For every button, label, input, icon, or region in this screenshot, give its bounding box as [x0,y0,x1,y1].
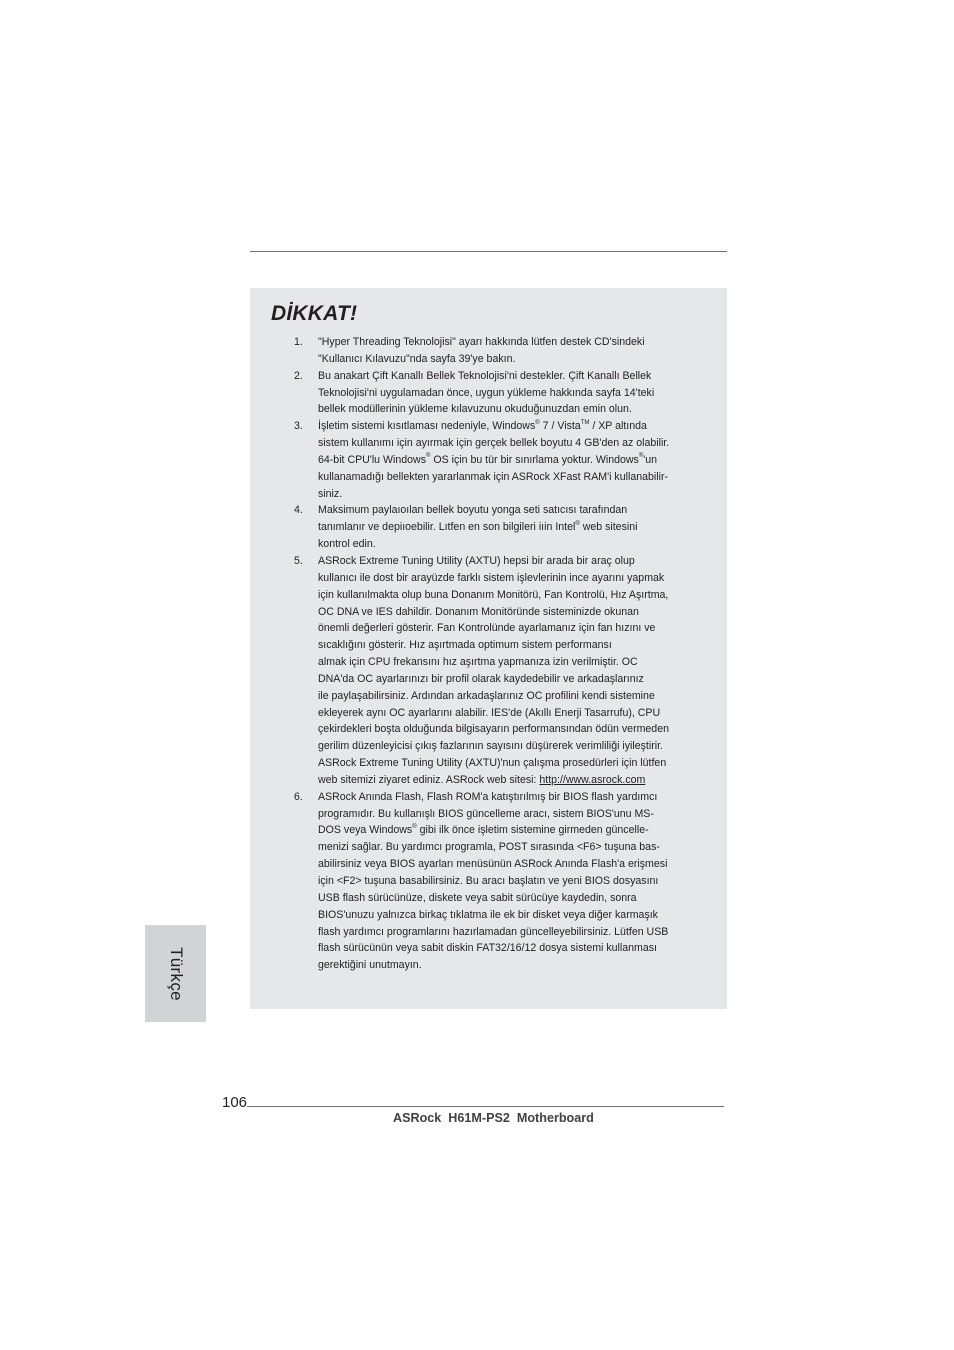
item-number: 2. [294,369,303,382]
registered-mark: ® [575,520,580,527]
item-number: 3. [294,420,303,433]
item-line: için <F2> tuşuna basabilirsiniz. Bu aracı başlatın ve yeni BIOS dosyasını [318,875,659,887]
registered-mark: ® [426,453,431,460]
item-number: 5. [294,554,303,567]
item-line: DNA'da OC ayarlarınızı bir profil olarak kaydedebilir ve arkadaşlarınız [318,672,644,685]
item-line: sıcaklığını gösterir. Hız aşırtmada optimum sistem performansı [318,639,612,652]
registered-mark: ® [638,453,644,460]
text-run: web sitesini [579,521,638,534]
item-line: Teknolojisi'ni uygulamadan önce, uygun yükleme hakkında sayfa 14'teki [318,386,655,399]
notice-item-3 [290,418,690,502]
item-line: ASRock Extreme Tuning Utility (AXTU)'nun çalışma prosedürleri için lütfen [318,757,667,770]
notice-list [290,334,690,974]
footer-title: ASRock H61M-PS2 Motherboard [393,1111,594,1125]
item-line: "Kullanıcı Kılavuzu"nda sayfa 39'ye bakın. [318,352,516,365]
item-number: 1. [294,336,303,348]
item-line: kullanıcı ile dost bir arayüzde farklı sistem işlevlerinin ince ayarını yapmak [318,571,665,584]
item-number: 6. [294,790,303,803]
page-number: 106 [222,1094,248,1111]
item-line [318,519,690,536]
item-line: ile paylaşabilirsiniz. Ardından arkadaşlarınız OC profilini kendi sistemine [318,689,655,702]
item-line [318,418,690,435]
notice-item-6 [290,789,690,974]
footer-divider [247,1106,724,1107]
item-line [318,772,690,789]
item-line: BIOS'unuzu yalnızca birkaç tıklatma ile ek bir disket veya diğer karmaşık [318,908,658,921]
item-line: kullanamadığı bellekten yararlanmak için ASRock XFast RAM'i kullanabilir- [318,470,668,483]
item-line: bellek modüllerinin yükleme kılavuzunu okuduğunuzdan emin olun. [318,403,632,416]
text-run: tanımlanır ve depiıoebilir. Lıtfen en son bilgileri iıin Intel [318,521,576,534]
item-line: çekirdekleri boşta olduğunda bilgisayarın performansından ödün vermeden [318,723,669,736]
text-run: web sitemizi ziyaret ediniz. ASRock web sitesi: [318,773,540,786]
text-run: 7 / Vista [539,420,581,433]
registered-mark: ® [535,419,540,426]
text-run: OS için bu tür bir sınırlama yoktur. Windows [430,453,639,466]
item-number: 4. [294,504,303,517]
item-line: gerektiğini unutmayın. [318,959,422,972]
item-line: programıdır. Bu kullanışlı BIOS güncelleme aracı, sistem BIOS'unu MS- [318,807,654,820]
item-line: siniz. [318,487,343,500]
item-line: için kullanılmakta olup buna Donanım Monitörü, Fan Kontrolü, Hız Aşırtma, [318,588,669,601]
text-run: İşletim sistemi kısıtlaması nedeniyle, Windows [318,420,536,433]
item-line: menizi sağlar. Bu yardımcı programla, POST sırasında <F6> tuşuna bas- [318,841,660,854]
item-line: OC DNA ve IES dahildir. Donanım Monitöründe sisteminizde okunan [318,605,639,618]
item-line: kontrol edin. [318,538,376,551]
notice-item-5 [290,553,690,789]
item-line: almak için CPU frekansını hız aşırtma yapmanıza izin verilmiştir. OC [318,656,638,669]
notice-item-2 [290,368,690,419]
item-line: abilirsiniz veya BIOS ayarları menüsünün ASRock Anında Flash'a erişmesi [318,858,668,871]
item-line: "Hyper Threading Teknolojisi" ayarı hakkında lütfen destek CD'sindeki [318,336,645,348]
text-run: 'un [643,453,658,466]
asrock-website-link[interactable]: http://www.asrock.com [539,773,646,786]
text-run: 64-bit CPU'lu Windows [318,453,426,466]
item-line: ekleyerek aynı OC ayarlarını alabilir. IES'de (Akıllı Enerji Tasarrufu), CPU [318,706,661,719]
notice-item-1 [290,334,690,368]
item-line: önemli değerleri gösterir. Fan Kontrolünde ayarlamanız için fan hızını ve [318,622,656,635]
notice-box [250,288,727,1009]
text-run: gibi ilk önce işletim sistemine girmeden güncelle- [416,824,649,837]
item-line [318,452,690,469]
item-line: USB flash sürücünüze, diskete veya sabit sürücüye kaydedin, sonra [318,891,637,904]
item-line: sistem kullanımı için ayırmak için gerçek bellek boyutu 4 GB'den az olabilir. [318,437,670,450]
text-run: / XP altında [589,420,647,433]
language-label: Türkçe [166,946,186,1001]
notice-title: DİKKAT! [271,302,358,325]
registered-mark: ® [412,823,417,830]
item-line: Bu anakart Çift Kanallı Bellek Teknolojisi'ni destekler. Çift Kanallı Bellek [318,369,652,382]
item-line: ASRock Anında Flash, Flash ROM'a katıştırılmış bir BIOS flash yardımcı [318,790,658,803]
notice-item-4 [290,502,690,553]
item-line: ASRock Extreme Tuning Utility (AXTU) hepsi bir arada bir araç olup [318,554,635,567]
top-divider [250,251,727,252]
item-line: Maksimum paylaıoılan bellek boyutu yonga seti satıcısı tarafından [318,504,628,517]
item-line: flash yardımcı programlarını hazırlamadan güncelleyebilirsiniz. Lütfen USB [318,925,669,938]
item-line: gerilim düzenleyicisi çıkış fazlarının sayısını düşürerek verimliliği iyileştirir. [318,740,663,753]
item-line [318,822,690,839]
text-run: DOS veya Windows [318,824,413,837]
language-tab [145,925,206,1022]
item-line: flash sürücünün veya sabit diskin FAT32/16/12 dosya sistemi kullanması [318,942,657,955]
trademark-mark: TM [580,419,590,426]
